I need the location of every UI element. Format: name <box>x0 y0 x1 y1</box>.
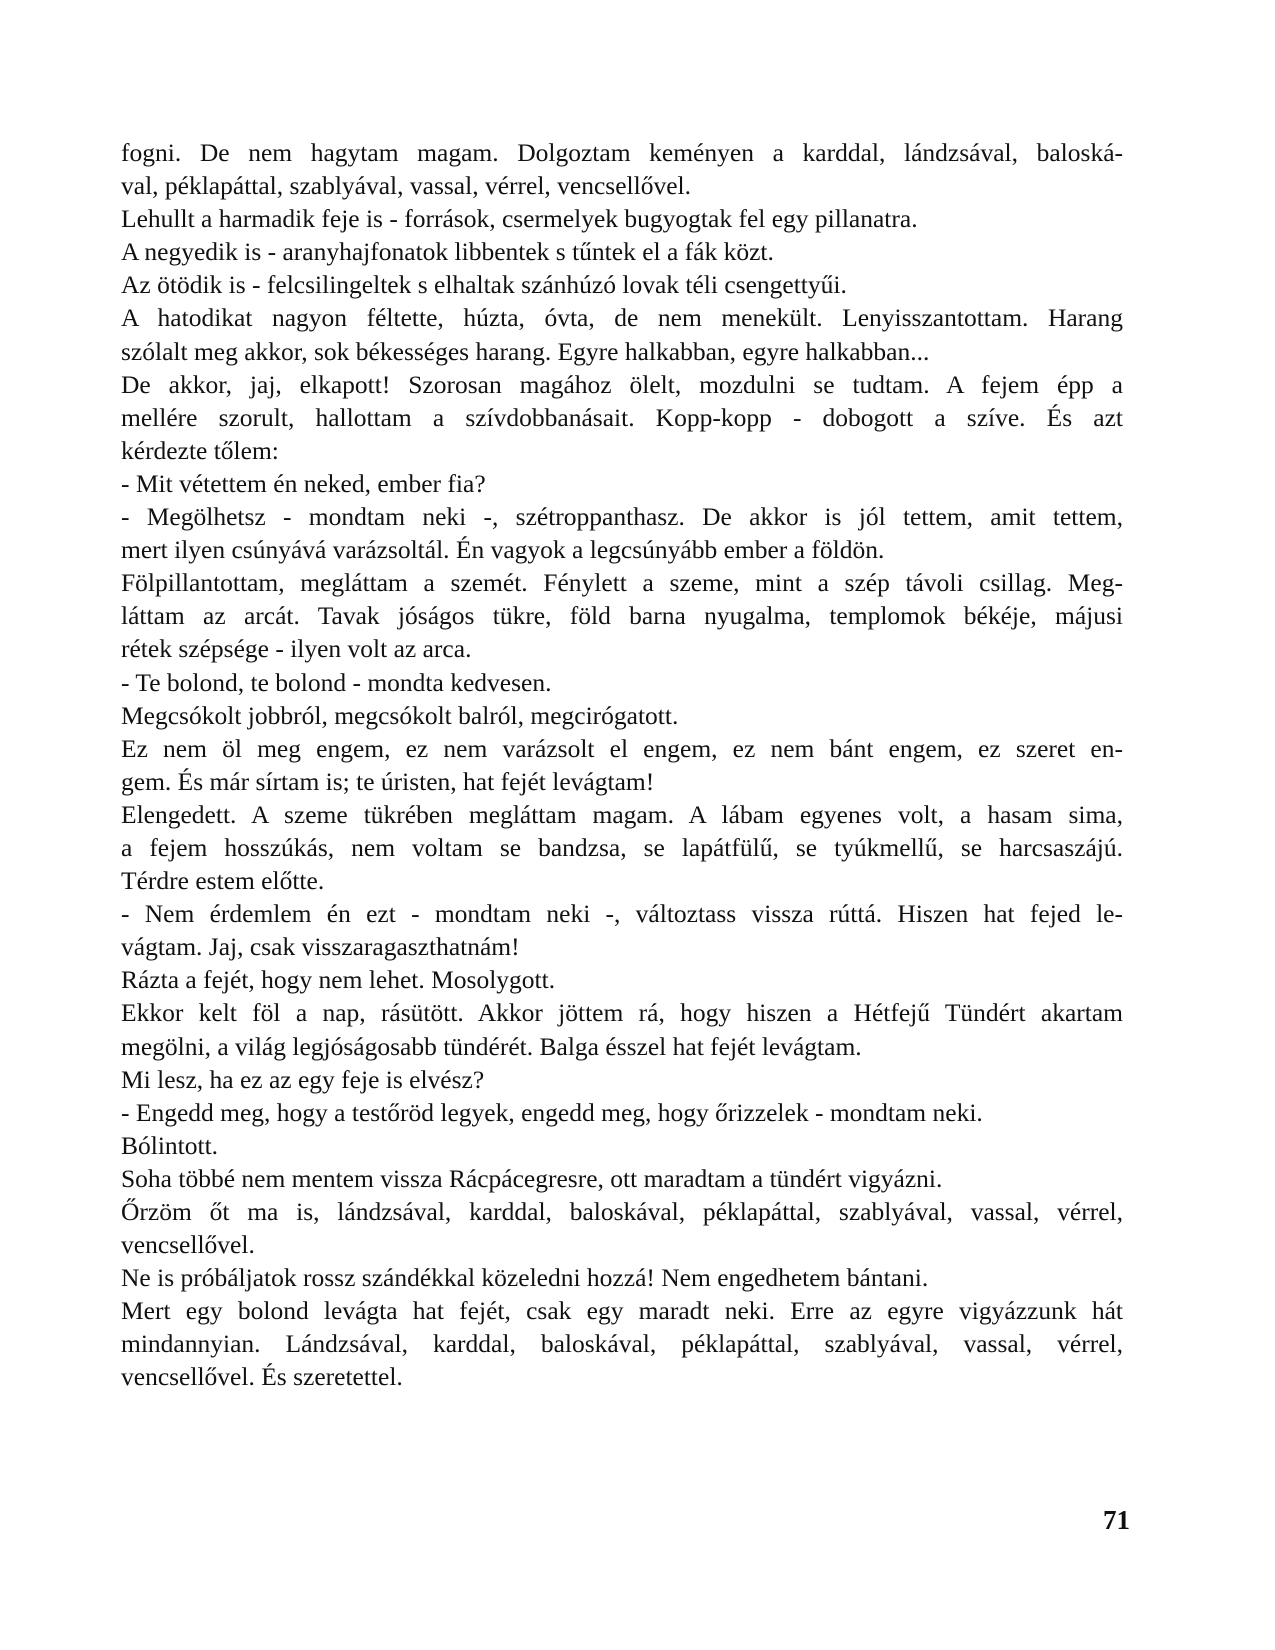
text-line: Ez nem öl meg engem, ez nem varázsolt el engem, ez nem bánt engem, ez szeret en- <box>121 733 1123 763</box>
text-line: Az ötödik is - felcsilingeltek s elhaltak szánhúzó lovak téli csengettyűi. <box>121 270 847 300</box>
text-line: val, péklapáttal, szablyával, vassal, vérrel, vencsellővel. <box>121 171 691 201</box>
text-line: A negyedik is - aranyhajfonatok libbentek s tűntek el a fák közt. <box>121 237 774 267</box>
text-line: Lehullt a harmadik feje is - források, csermelyek bugyogtak fel egy pillanatra. <box>121 204 918 234</box>
text-line: Mi lesz, ha ez az egy feje is elvész? <box>121 1064 485 1094</box>
text-line: - Nem érdemlem én ezt - mondtam neki -, változtass vissza rúttá. Hiszen hat fejed le- <box>121 899 1123 929</box>
text-line: mindannyian. Lándzsával, karddal, baloskával, péklapáttal, szablyával, vassal, vérrel, <box>121 1329 1123 1359</box>
text-line: kérdezte tőlem: <box>121 435 279 465</box>
text-line: Ekkor kelt föl a nap, rásütött. Akkor jöttem rá, hogy hiszen a Hétfejű Tündért akartam <box>121 998 1123 1028</box>
text-line: mert ilyen csúnyává varázsoltál. Én vagyok a legcsúnyább ember a földön. <box>121 535 885 565</box>
text-line: Őrzöm őt ma is, lándzsával, karddal, baloskával, péklapáttal, szablyával, vassal, vérrel, <box>121 1197 1123 1226</box>
text-line: Megcsókolt jobbról, megcsókolt balról, megcirógatott. <box>121 700 679 730</box>
text-line: Rázta a fejét, hogy nem lehet. Mosolygott. <box>121 965 556 995</box>
text-line: Mert egy bolond levágta hat fejét, csak egy maradt neki. Erre az egyre vigyázzunk hát <box>121 1296 1123 1326</box>
text-line: Elengedett. A szeme tükrében megláttam magam. A lábam egyenes volt, a hasam sima, <box>121 799 1123 829</box>
text-line: - Megölhetsz - mondtam neki -, szétroppanthasz. De akkor is jól tettem, amit tettem, <box>121 502 1123 532</box>
text-line: gem. És már sírtam is; te úristen, hat fejét levágtam! <box>121 766 655 796</box>
text-line: - Mit vétettem én neked, ember fia? <box>121 468 486 498</box>
page-number: 71 <box>1103 1505 1130 1535</box>
text-line: - Te bolond, te bolond - mondta kedvesen. <box>121 667 552 697</box>
text-line: De akkor, jaj, elkapott! Szorosan magához ölelt, mozdulni se tudtam. A fejem épp a <box>121 369 1123 399</box>
text-line: vágtam. Jaj, csak visszaragaszthatnám! <box>121 932 520 962</box>
text-line: Bólintott. <box>121 1130 219 1160</box>
text-line: vencsellővel. <box>121 1230 255 1260</box>
body-text <box>121 136 1123 1394</box>
text-line: szólalt meg akkor, sok békességes harang. Egyre halkabban, egyre halkabban... <box>121 336 930 366</box>
text-line: - Engedd meg, hogy a testőröd legyek, engedd meg, hogy őrizzelek - mondtam neki. <box>121 1097 983 1127</box>
text-line: fogni. De nem hagytam magam. Dolgoztam keményen a karddal, lándzsával, baloská- <box>121 138 1123 167</box>
text-line: megölni, a világ legjóságosabb tündérét. Balga ésszel hat fejét levágtam. <box>121 1031 862 1061</box>
text-line: vencsellővel. És szeretettel. <box>121 1362 403 1392</box>
text-line: Soha többé nem mentem vissza Rácpácegresre, ott maradtam a tündért vigyázni. <box>121 1163 943 1193</box>
text-line: a fejem hosszúkás, nem voltam se bandzsa, se lapátfülű, se tyúkmellű, se harcsaszájú. <box>121 832 1123 862</box>
text-line: láttam az arcát. Tavak jóságos tükre, föld barna nyugalma, templomok békéje, májusi <box>121 601 1123 631</box>
text-line: mellére szorult, hallottam a szívdobbanásait. Kopp-kopp - dobogott a szíve. És azt <box>121 402 1123 432</box>
text-line: Térdre estem előtte. <box>121 866 325 896</box>
text-line: rétek szépsége - ilyen volt az arca. <box>121 634 472 664</box>
text-line: Fölpillantottam, megláttam a szemét. Fénylett a szeme, mint a szép távoli csillag. Meg- <box>121 568 1123 598</box>
text-line: Ne is próbáljatok rossz szándékkal közeledni hozzá! Nem engedhetem bántani. <box>121 1263 929 1293</box>
text-line: A hatodikat nagyon féltette, húzta, óvta, de nem menekült. Lenyisszantottam. Harang <box>121 303 1123 333</box>
